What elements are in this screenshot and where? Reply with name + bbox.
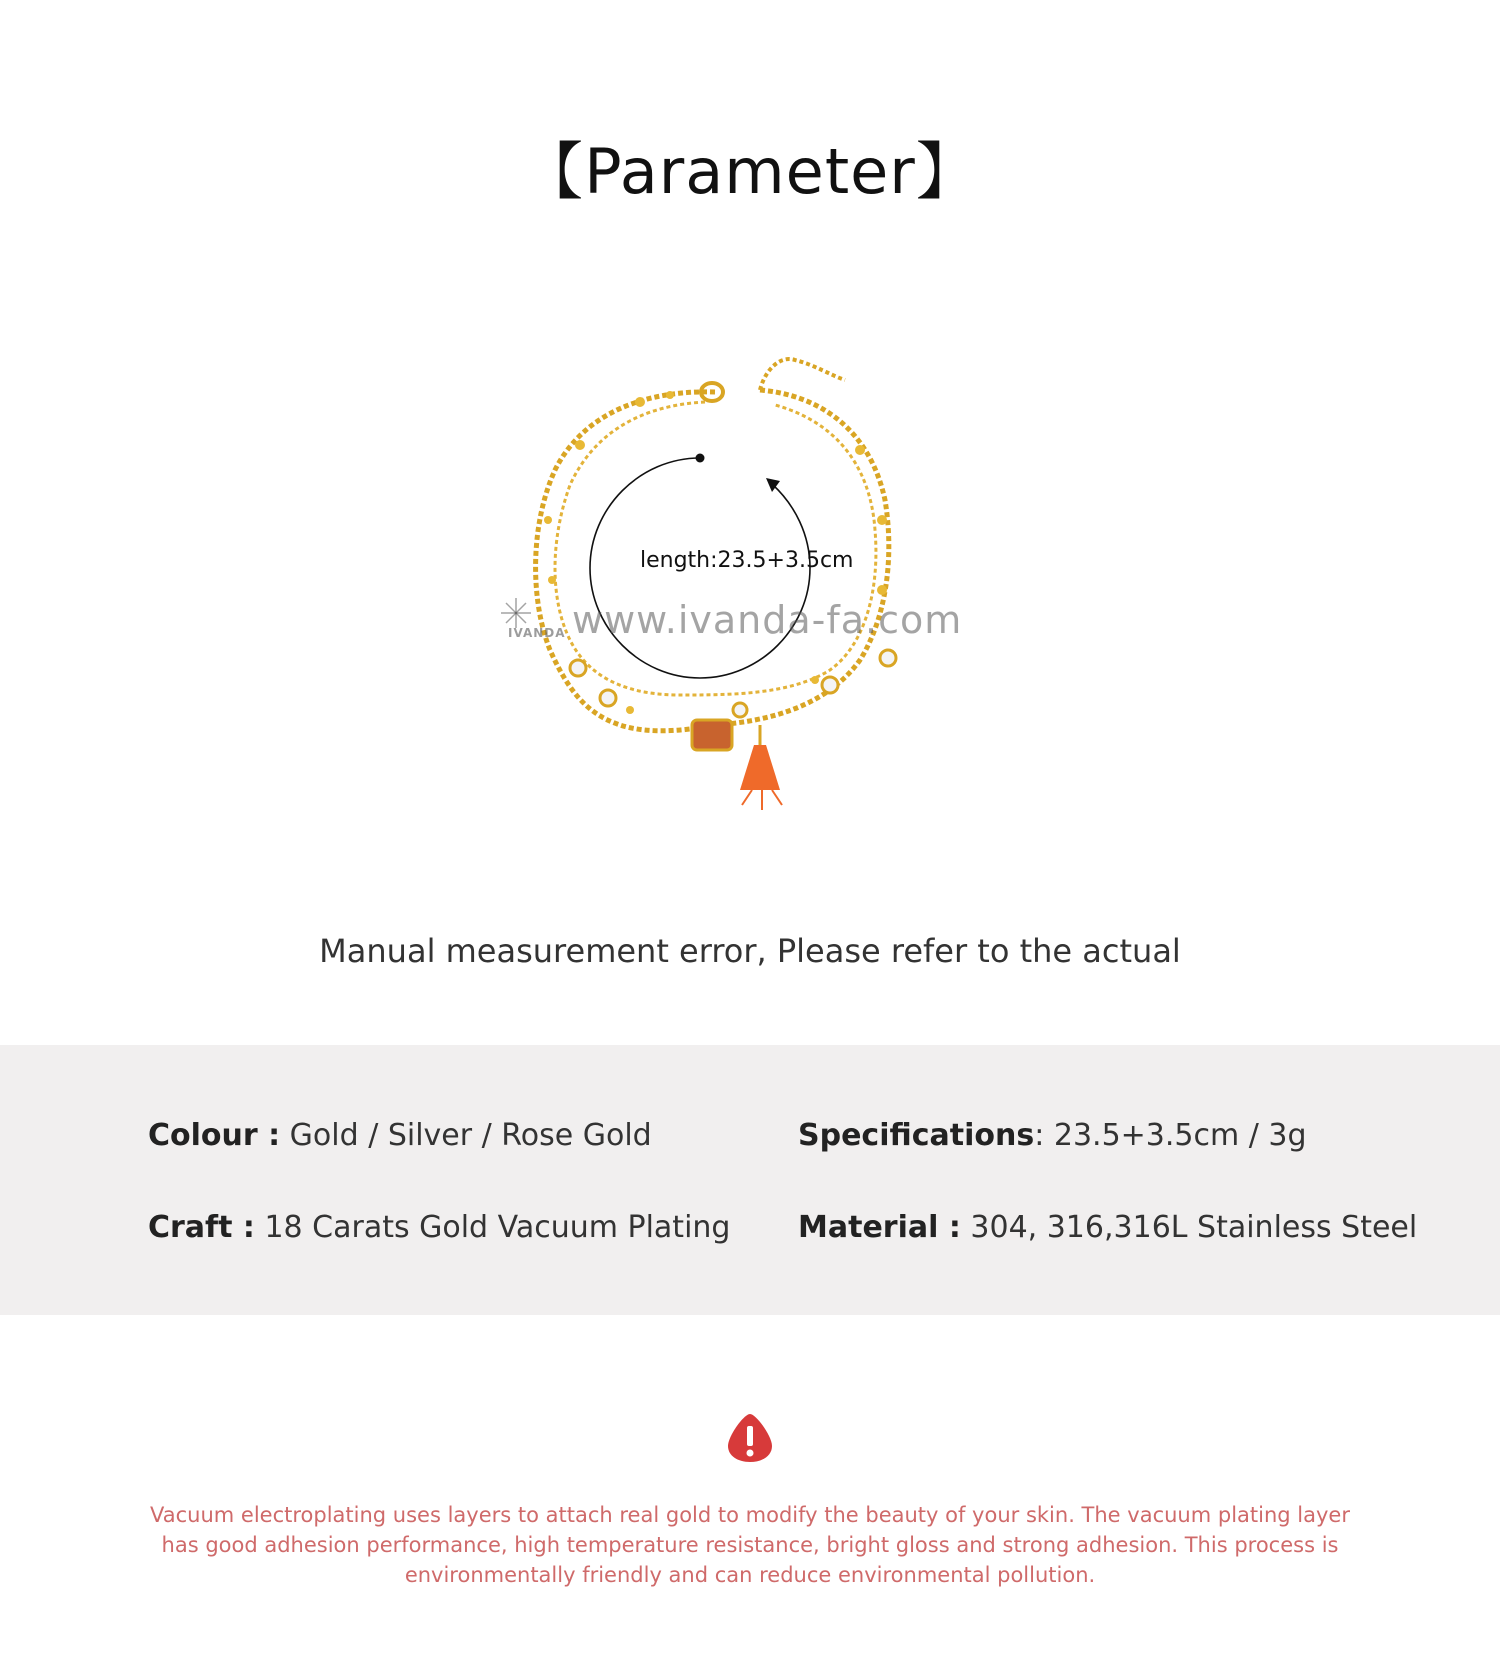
spec-colour-label: Colour : xyxy=(148,1118,281,1153)
watermark-brand: IVANDA xyxy=(508,626,566,640)
spec-colour-value: Gold / Silver / Rose Gold xyxy=(289,1118,652,1153)
spec-specifications xyxy=(798,1116,1307,1156)
spec-material-label: Material : xyxy=(798,1210,961,1245)
tassel xyxy=(740,725,782,810)
spec-material xyxy=(798,1208,1417,1248)
length-label: length:23.5+3.5cm xyxy=(640,548,854,573)
exclamation-drop-icon xyxy=(726,1412,774,1464)
watermark-url: www.ivanda-fa.com xyxy=(572,598,963,642)
watermark-star-icon xyxy=(501,598,531,628)
bracelet-illustration xyxy=(490,350,963,840)
spec-craft xyxy=(148,1208,730,1248)
warning-text: Vacuum electroplating uses layers to attach real gold to modify the beauty of your skin. The vacuum plating layer has good adhesion performance, high temperature resistance, bright gloss and strong adhesion. This process is environmentally friendly and can reduce environmental pollution. xyxy=(150,1503,1350,1587)
page-title: 【Parameter】 xyxy=(521,135,979,208)
spec-craft-label: Craft : xyxy=(148,1210,255,1245)
measurement-start-dot xyxy=(696,454,705,463)
spec-material-value: 304, 316,316L Stainless Steel xyxy=(970,1210,1418,1245)
measurement-note: Manual measurement error, Please refer to the actual xyxy=(319,932,1181,970)
spec-craft-value: 18 Carats Gold Vacuum Plating xyxy=(264,1210,731,1245)
orange-stone xyxy=(692,720,732,750)
product-image-bracelet xyxy=(490,350,963,840)
spec-specifications-label: Specifications xyxy=(798,1118,1035,1153)
spec-band xyxy=(0,1045,1500,1315)
extender-chain xyxy=(760,359,845,390)
spec-specifications-value: : 23.5+3.5cm / 3g xyxy=(1034,1118,1307,1153)
spec-colour xyxy=(148,1116,652,1156)
